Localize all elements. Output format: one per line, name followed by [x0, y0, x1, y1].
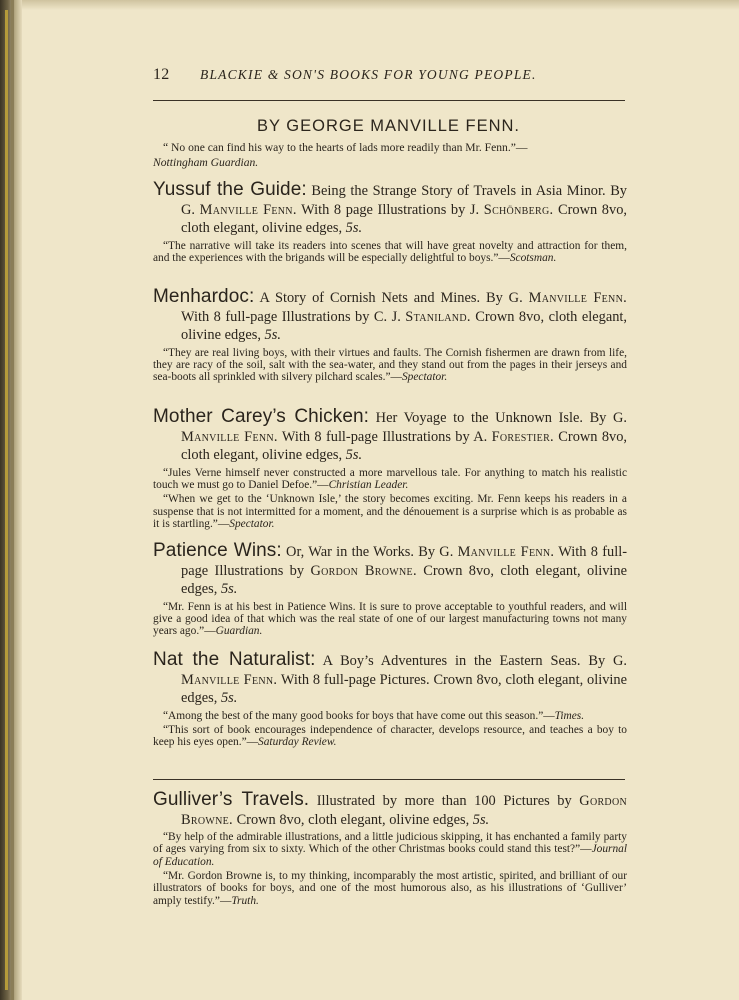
book-title: Menhardoc:	[153, 286, 255, 307]
epigraph-text: “ No one can find his way to the hearts of lads more readily than Mr. Fenn.”—	[163, 141, 528, 154]
author-name: Manville Fenn.	[528, 290, 627, 306]
book-title: Nat the Naturalist:	[153, 649, 316, 670]
page-number: 12	[153, 66, 170, 83]
review-quote	[153, 601, 627, 638]
book-title: Yussuf the Guide:	[153, 179, 307, 200]
author-name: Manville Fenn.	[199, 201, 297, 218]
entry-desc: Crown 8vo, cloth elegant, olivine edges,	[181, 201, 627, 237]
spine-dark-line	[11, 0, 14, 1000]
review-quote	[153, 710, 627, 722]
price: 5s.	[220, 690, 238, 707]
book-entry-yussuf	[153, 181, 627, 264]
review-quote	[153, 347, 627, 384]
price: 5s.	[472, 811, 490, 828]
review-quote	[153, 467, 627, 492]
book-entry-patience-wins	[153, 542, 627, 638]
illustrator-name: Staniland.	[405, 308, 471, 325]
entry-desc: A Story of Cornish Nets and Mines. By G.	[254, 290, 529, 306]
entry-desc: Or, War in the Works. By G.	[281, 544, 458, 560]
review-quote	[153, 831, 627, 868]
quote-source: Christian Leader.	[328, 479, 409, 492]
quote-source: Times.	[554, 709, 585, 722]
book-entry-mother-careys-chicken	[153, 408, 627, 530]
book-entry-menhardoc	[153, 288, 627, 384]
quote-text: “Mr. Gordon Browne is, to my thinking, incomparably the most artistic, spirited, and brilliant of our illustrators of books for boys, and one of the most humorous also, as his illustrations of ‘Gulliver’ amply testify.”—	[153, 870, 627, 907]
entry-desc: With 8 full-page Illustrations by C. J.	[181, 308, 406, 325]
author-name: Manville Fenn.	[181, 671, 278, 688]
entry-desc: Illustrated by more than 100 Pictures by	[309, 793, 580, 809]
book-spine-edge	[0, 0, 22, 1000]
entry-heading	[153, 651, 627, 708]
quote-source: Journal of Education.	[153, 843, 627, 868]
illustrator-name: Gordon Browne.	[181, 793, 627, 828]
quote-source: Scotsman.	[509, 252, 557, 265]
entry-desc: With 8 page Illustrations by J.	[296, 201, 484, 218]
entry-desc: Being the Strange Story of Travels in Asia Minor. By G.	[181, 183, 627, 218]
price: 5s.	[264, 327, 281, 344]
quote-text: “The narrative will take its readers into scenes that will have great novelty and attraction for them, and the experiences with the brigands will be especially delightful to boys.”—	[153, 239, 627, 265]
epigraph	[153, 141, 627, 170]
entry-desc: With 8 full-page Pictures. Crown 8vo, cloth elegant, olivine edges,	[181, 671, 627, 707]
entry-desc: A Boy’s Adventures in the Eastern Seas. By G.	[315, 653, 628, 669]
entry-desc: Crown 8vo, cloth elegant, olivine edges,	[181, 308, 627, 344]
quote-text: “Jules Verne himself never constructed a more marvellous tale. For anything to match his realistic touch we must go to Daniel Defoe.”—	[153, 466, 627, 492]
entry-heading	[153, 791, 627, 829]
book-title: Patience Wins:	[153, 540, 282, 561]
illustrator-name: Gordon Browne.	[310, 562, 417, 579]
quote-text: “Among the best of the many good books for boys that have come out this season.”—	[163, 709, 555, 722]
entry-heading	[153, 542, 627, 599]
price: 5s.	[345, 220, 363, 237]
section-rule	[153, 779, 625, 780]
header-rule	[153, 100, 625, 101]
illustrator-name: Schönberg.	[483, 201, 554, 218]
quote-text: “When we get to the ‘Unknown Isle,’ the story becomes exciting. Mr. Fenn keeps his readers in a suspense that is not intermitted for a moment, and the dénouement is a surprise which is as probable as it is startling.”—	[153, 493, 627, 530]
entry-desc: Her Voyage to the Unknown Isle. By G.	[369, 410, 627, 426]
quote-text: “Mr. Fenn is at his best in Patience Wins. It is sure to prove acceptable to youthful readers, and will give a good idea of that which was the real state of one of our largest manufacturing towns not many years ago.”—	[153, 600, 627, 638]
book-title: Gulliver’s Travels.	[153, 789, 310, 810]
page-top-shadow	[22, 0, 739, 10]
review-quote	[153, 870, 627, 907]
quote-source: Guardian.	[215, 625, 263, 638]
review-quote	[153, 724, 627, 749]
quote-source: Saturday Review.	[258, 736, 337, 749]
entry-desc: With 8 full-page Illustrations by A.	[277, 428, 492, 445]
entry-heading	[153, 181, 627, 238]
entry-desc: Crown 8vo, cloth elegant, olivine edges,	[181, 428, 627, 464]
quote-text: “They are real living boys, with their virtues and faults. The Cornish fishermen are drawn from life, they are racy of the soil, salt with the sea-water, and they stand out from the pages in their jerseys and sea-boots all sprinkled with silvery pilchard scales.”—	[153, 346, 627, 384]
quote-source: Spectator.	[401, 371, 448, 384]
quote-text: “By help of the admirable illustrations, and a little judicious skipping, it has enchanted a family party of ages varying from six to sixty. Which of the other Christmas books could stand this test?”—	[153, 831, 627, 856]
book-entry-gullivers-travels	[153, 791, 627, 907]
illustrator-name: Forestier.	[491, 428, 554, 445]
epigraph-source: Nottingham Guardian.	[153, 155, 259, 169]
review-quote	[153, 240, 627, 265]
review-quote	[153, 493, 627, 530]
quote-source: Truth.	[231, 894, 259, 907]
book-title: Mother Carey’s Chicken:	[153, 406, 370, 427]
running-title: BLACKIE & SON'S BOOKS FOR YOUNG PEOPLE.	[200, 67, 537, 82]
book-entry-nat-the-naturalist	[153, 651, 627, 749]
entry-heading	[153, 288, 627, 345]
entry-desc: Crown 8vo, cloth elegant, olivine edges,	[232, 811, 473, 828]
author-name: Manville Fenn.	[181, 428, 278, 445]
quote-source: Spectator.	[229, 517, 275, 530]
price: 5s.	[345, 447, 363, 464]
quote-text: “This sort of book encourages independence of character, develops resource, and teaches a boy to keep his eyes open.”—	[153, 724, 627, 749]
author-heading: BY GEORGE MANVILLE FENN.	[256, 117, 520, 135]
author-name: Manville Fenn.	[457, 544, 555, 560]
entry-desc: With 8 full-page Illustrations by	[181, 544, 627, 579]
entry-desc: Crown 8vo, cloth elegant, olivine edges,	[181, 562, 627, 598]
price: 5s.	[220, 581, 238, 598]
entry-heading	[153, 408, 627, 465]
spine-gold-line	[5, 10, 8, 990]
